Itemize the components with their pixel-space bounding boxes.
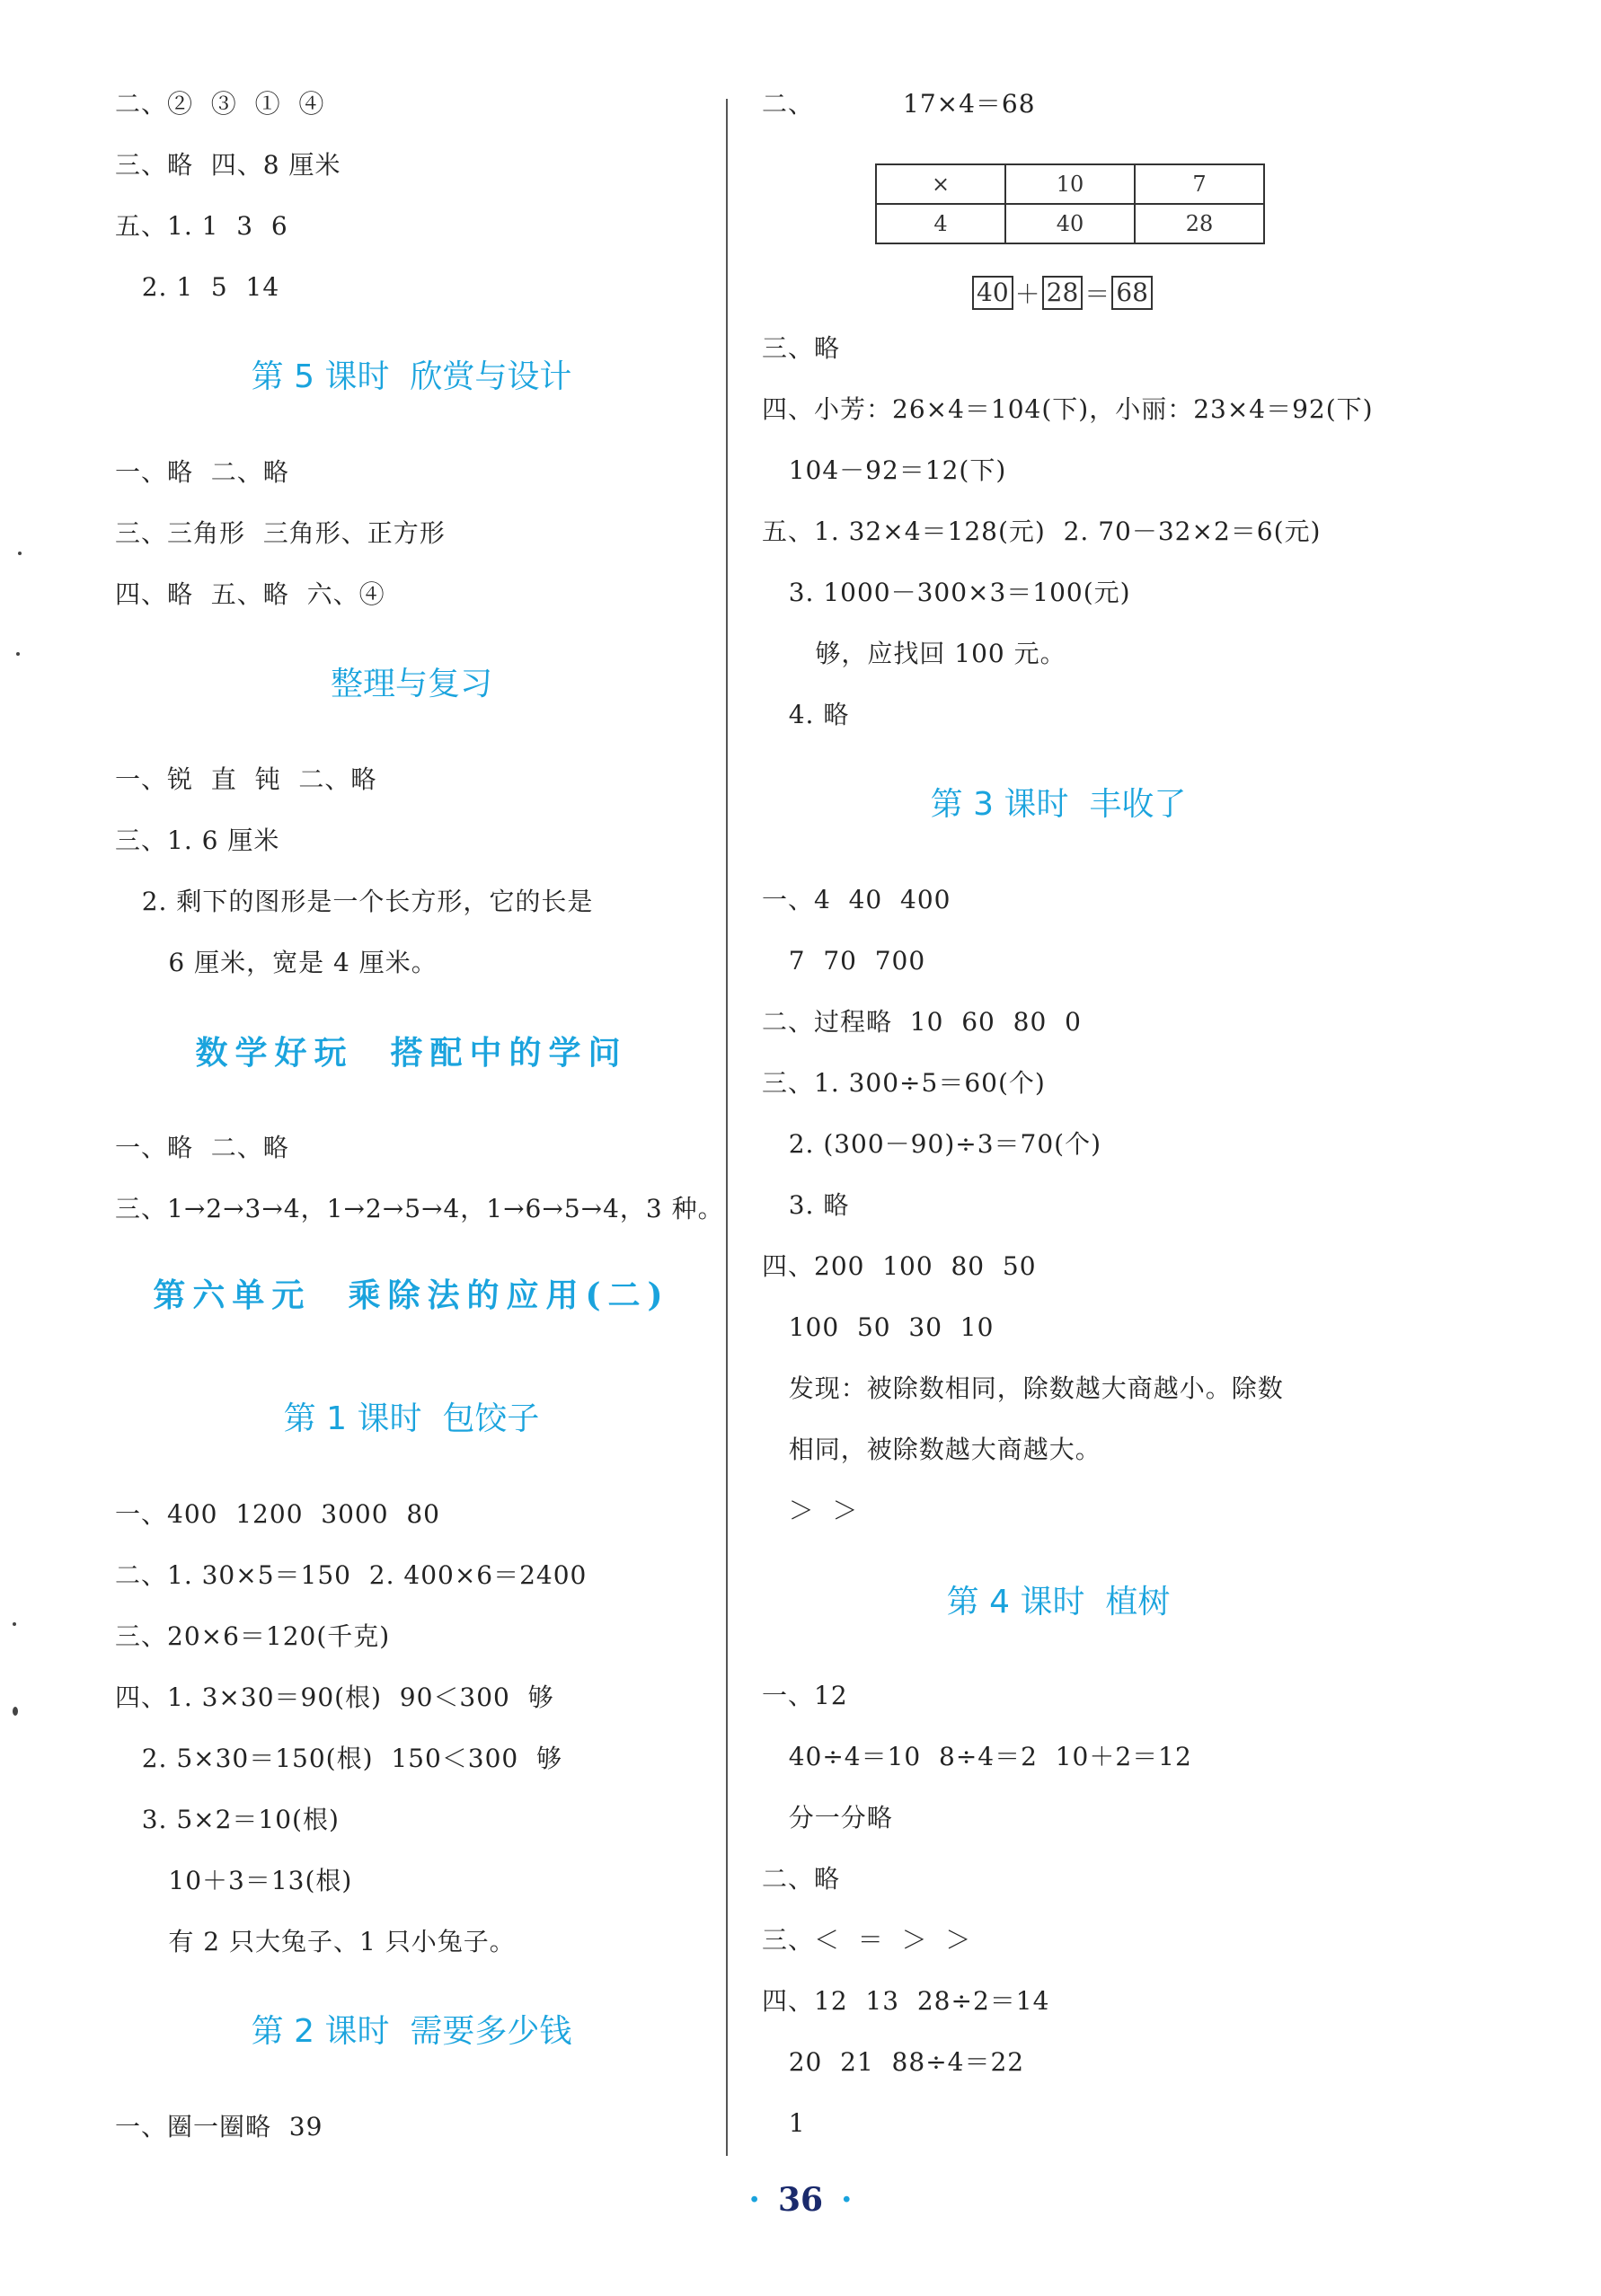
answer-line: 6 厘米，宽是 4 厘米。 <box>115 948 438 977</box>
answer-box: 40 <box>972 276 1013 310</box>
answer-line: 分一分略 <box>762 1803 893 1832</box>
multiplication-table <box>875 163 1265 244</box>
answer-line: 三、1. 6 厘米 <box>115 826 280 855</box>
answer-line: 一、圈一圈略 39 <box>115 2112 323 2141</box>
table-row <box>876 204 1264 243</box>
operator: ＋ <box>1014 279 1040 309</box>
answer-line: 四、1. 3×30＝90(根) 90＜300 够 <box>115 1682 554 1712</box>
answer-line: 一、锐 直 钝 二、略 <box>115 764 377 794</box>
answer-line: 3. 5×2＝10(根) <box>115 1805 340 1834</box>
answer-line: 2. 1 5 14 <box>115 272 280 302</box>
answer-line: 二、1. 30×5＝150 2. 400×6＝2400 <box>115 1560 588 1590</box>
column-divider <box>726 99 728 2156</box>
answer-line: 三、1→2→3→4，1→2→5→4，1→6→5→4，3 种。 <box>115 1194 724 1223</box>
answer-box: 68 <box>1111 276 1153 310</box>
answer-line: 四、小芳：26×4＝104(下)，小丽：23×4＝92(下) <box>762 394 1374 424</box>
answer-line: 3. 1000－300×3＝100(元) <box>762 578 1131 607</box>
answer-line: 40÷4＝10 8÷4＝2 10＋2＝12 <box>762 1742 1192 1771</box>
section-heading: 第 4 课时 植树 <box>946 1584 1171 1620</box>
table-cell: 40 <box>1005 204 1135 243</box>
answer-line: 一、4 40 400 <box>762 885 951 914</box>
table-cell: 7 <box>1135 164 1264 204</box>
answer-line: 三、略 四、8 厘米 <box>115 150 341 180</box>
answer-line: 四、200 100 80 50 <box>762 1251 1037 1281</box>
section-heading: 第 5 课时 欣赏与设计 <box>251 358 572 395</box>
answer-line: 3. 略 <box>762 1190 850 1220</box>
answer-line: 有 2 只大兔子、1 只小兔子。 <box>115 1927 516 1956</box>
answer-line: 二、 17×4＝68 <box>762 89 1036 119</box>
answer-line: 一、略 二、略 <box>115 1133 289 1162</box>
operator: ＝ <box>1084 279 1110 309</box>
answer-line: 2. (300－90)÷3＝70(个) <box>762 1129 1101 1159</box>
boxed-equation <box>972 275 1153 311</box>
section-heading: 数学好玩 搭配中的学问 <box>195 1034 628 1072</box>
table-cell: × <box>876 164 1005 204</box>
scan-speck <box>13 1622 16 1626</box>
page-number <box>0 2181 1601 2219</box>
answer-line: 一、12 <box>762 1681 848 1710</box>
section-heading: 第 2 课时 需要多少钱 <box>251 2013 572 2050</box>
answer-line: 三、＜ ＝ ＞ ＞ <box>762 1925 972 1955</box>
section-heading: 第六单元 乘除法的应用(二) <box>153 1276 670 1314</box>
answer-line: 一、略 二、略 <box>115 457 289 487</box>
answer-line: 三、三角形 三角形、正方形 <box>115 518 446 548</box>
table-cell: 28 <box>1135 204 1264 243</box>
answer-line: 104－92＝12(下) <box>762 455 1007 485</box>
answer-line: 二、略 <box>762 1864 841 1894</box>
answer-line: 三、略 <box>762 333 841 363</box>
answer-line: 发现：被除数相同，除数越大商越小。除数 <box>762 1373 1284 1403</box>
answer-line: 二、过程略 10 60 80 0 <box>762 1007 1082 1037</box>
answer-line: 1 <box>762 2108 806 2138</box>
answer-line: 四、略 五、略 六、④ <box>115 579 385 609</box>
section-heading: 整理与复习 <box>330 666 492 702</box>
answer-line: 五、1. 1 3 6 <box>115 211 288 241</box>
table-cell: 4 <box>876 204 1005 243</box>
answer-line: 100 50 30 10 <box>762 1312 995 1342</box>
bullet-icon: · <box>841 2181 853 2219</box>
answer-line: 2. 剩下的图形是一个长方形，它的长是 <box>115 887 594 916</box>
answer-line: 三、1. 300÷5＝60(个) <box>762 1068 1046 1098</box>
table-cell: 10 <box>1005 164 1135 204</box>
scan-speck <box>13 1707 18 1716</box>
section-heading: 第 3 课时 丰收了 <box>930 786 1187 823</box>
bullet-icon: · <box>748 2181 760 2219</box>
answer-line: ＞ ＞ <box>762 1496 859 1525</box>
answer-line: 三、20×6＝120(千克) <box>115 1621 391 1651</box>
answer-line: 7 70 700 <box>762 946 926 976</box>
section-heading: 第 1 课时 包饺子 <box>283 1400 540 1437</box>
answer-line: 4. 略 <box>762 700 850 729</box>
answer-line: 一、400 1200 3000 80 <box>115 1499 440 1529</box>
answer-box: 28 <box>1042 276 1084 310</box>
scan-speck <box>16 652 20 656</box>
answer-line: 相同，被除数越大商越大。 <box>762 1435 1101 1464</box>
answer-line: 够，应找回 100 元。 <box>762 639 1066 668</box>
answer-line: 2. 5×30＝150(根) 150＜300 够 <box>115 1744 563 1773</box>
table-row <box>876 164 1264 204</box>
answer-line: 五、1. 32×4＝128(元) 2. 70－32×2＝6(元) <box>762 517 1322 546</box>
page-number-value: 36 <box>777 2181 824 2219</box>
answer-line: 10＋3＝13(根) <box>115 1866 353 1895</box>
scan-speck <box>18 552 22 555</box>
answer-line: 四、12 13 28÷2＝14 <box>762 1986 1050 2016</box>
answer-line: 20 21 88÷4＝22 <box>762 2047 1025 2077</box>
answer-line: 二、② ③ ① ④ <box>115 89 325 119</box>
